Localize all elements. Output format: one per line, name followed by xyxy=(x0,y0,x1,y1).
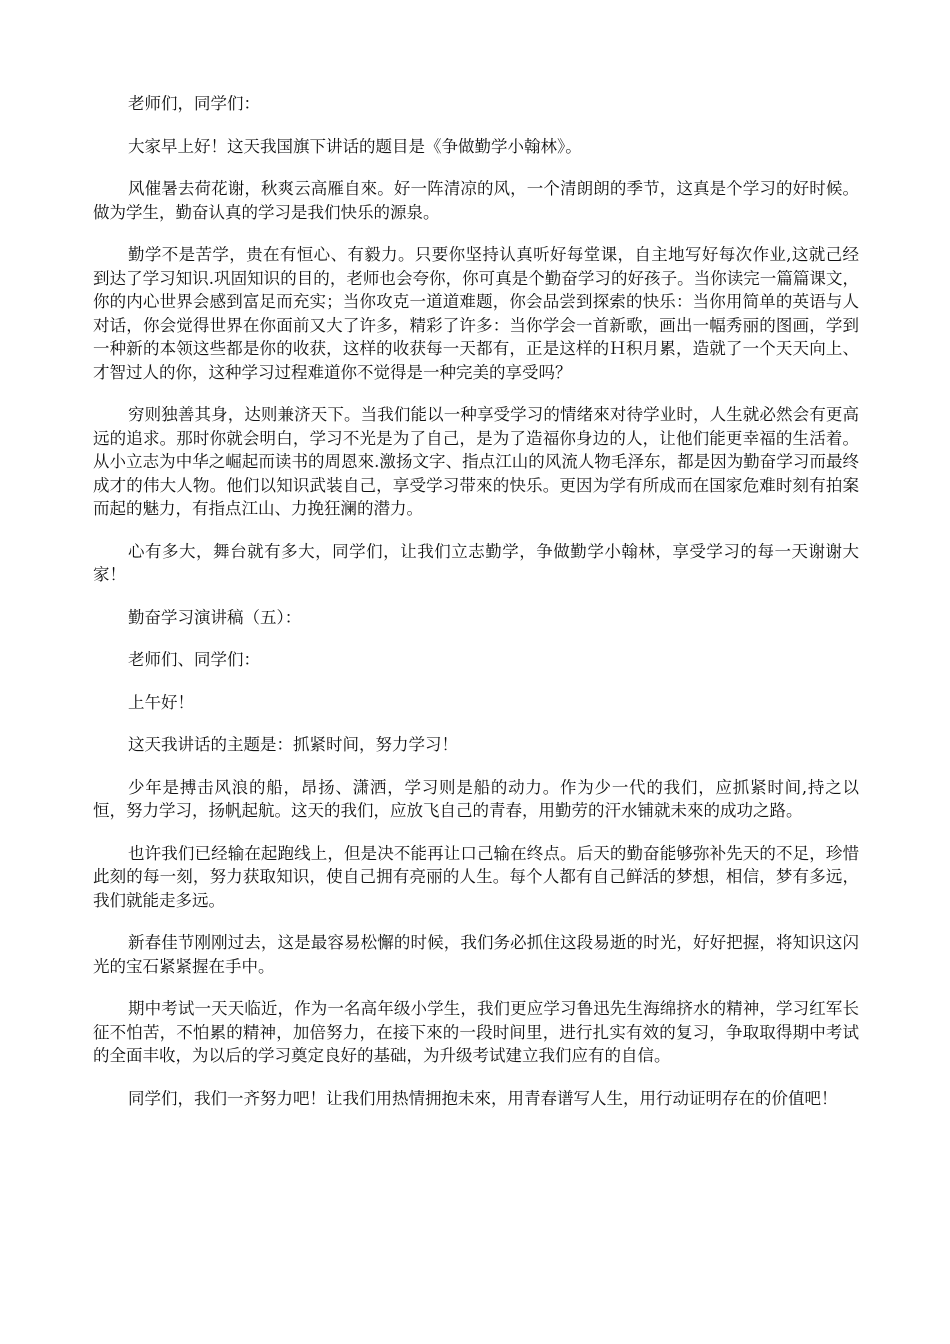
paragraph-spring: 新春佳节刚刚过去，这是最容易松懈的时候，我们务必抓住这段易逝的时光，好好把握，将知识这闪光的宝石紧紧握在手中。 xyxy=(93,933,859,976)
paragraph-greeting-2: 老师们、同学们： xyxy=(128,650,260,669)
paragraph-youth: 少年是搏击风浪的船，昂扬、潇洒，学习则是船的动力。作为少一代的我们，应抓紧时间,持之以恒，努力学习，扬帆起航。这天的我们，应放飞自己的青春，用勤劳的汗水铺就未來的成功之路。 xyxy=(93,777,859,820)
paragraph-autumn: 风催暑去荷花谢，秋爽云高雁自來。好一阵清凉的风，一个清朗朗的季节，这真是个学习的好时候。做为学生，勤奋认真的学习是我们快乐的源泉。 xyxy=(93,179,859,222)
section-heading: 勤奋学习演讲稿（五）： xyxy=(128,607,302,627)
paragraph-exam: 期中考试一天天临近，作为一名高年级小学生，我们更应学习鲁迅先生海绵挤水的精神，学习红军长征不怕苦，不怕累的精神，加倍努力，在接下來的一段时间里，进行扎实有效的复习，争取取得期中考试的全面丰收，为以后的学习奠定良好的基础，为升级考试建立我们应有的自信。 xyxy=(93,999,859,1065)
paragraph-closing: 心有多大，舞台就有多大，同学们，让我们立志勤学，争做勤学小翰林，享受学习的每一天谢谢大家！ xyxy=(93,541,859,584)
paragraph-final: 同学们，我们一齐努力吧！让我们用热情拥抱未來，用青春谱写人生，用行动证明存在的价值吧！ xyxy=(128,1088,838,1108)
document-page xyxy=(93,92,859,1129)
paragraph-ambition: 穷则独善其身，达则兼济天下。当我们能以一种享受学习的情绪來对待学业时，人生就必然会有更高远的追求。那时你就会明白，学习不光是为了自己，是为了造福你身边的人，让他们能更幸福的生活着。从小立志为中华之崛起而读书的周恩來.激扬文字、指点江山的风流人物毛泽东，都是因为勤奋学习而最终成才的伟大人物。他们以知识武装自己，享受学习带來的快乐。更因为学有所成而在国家危难时刻有拍案而起的魅力，有指点江山、力挽狂澜的潜力。 xyxy=(93,405,859,518)
paragraph-good-morning: 上午好！ xyxy=(128,692,194,712)
paragraph-diligence: 勤学不是苦学，贵在有恒心、有毅力。只要你坚持认真听好每堂课，自主地写好每次作业,这就己经到达了学习知识.巩固知识的目的，老师也会夸你，你可真是个勤奋学习的好孩子。当你读完一篇篇课文，你的内心世界会感到富足而充实；当你攻克一道道难题，你会品尝到探索的快乐：当你用简单的英语与人对话，你会觉得世界在你面前又大了许多，精彩了许多：当你学会一首新歌，画出一幅秀丽的图画，学到一种新的本领这些都是你的收获，这样的收获每一天都有，正是这样的Ｈ积月累，造就了一个天天向上、才智过人的你，这种学习过程难道你不觉得是一种完美的享受吗？ xyxy=(93,245,859,382)
paragraph-effort: 也许我们已经输在起跑线上，但是决不能再让口己输在终点。后天的勤奋能够弥补先天的不足，珍惜此刻的每一刻，努力获取知识，使自己拥有亮丽的人生。每个人都有自己鲜活的梦想，相信，梦有多远，我们就能走多远。 xyxy=(93,843,859,910)
paragraph-topic: 这天我讲话的主题是：抓紧时间，努力学习！ xyxy=(128,735,458,754)
paragraph-greeting: 老师们，同学们： xyxy=(128,94,260,113)
paragraph-opening: 大家早上好！这天我国旗下讲话的题目是《争做勤学小翰林》。 xyxy=(128,136,582,156)
